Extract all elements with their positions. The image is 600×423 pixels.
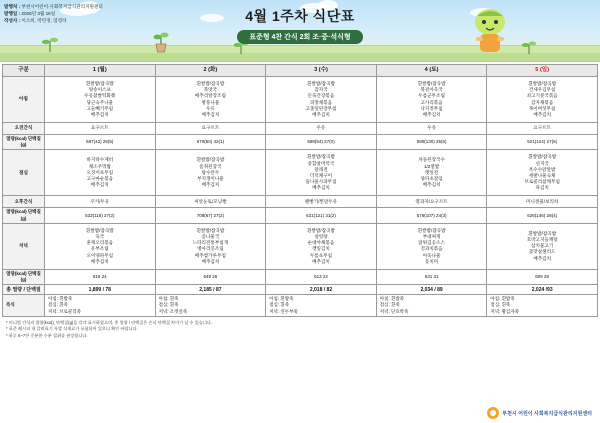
cell-line: 탕수만두 [201,169,220,175]
cell-line: 670(50) 32(1) [196,139,225,145]
cell-line: 아침: 흰밥죽 [269,296,294,302]
cell-r1-c2 [266,123,377,135]
cell-line: 우유 [427,125,437,131]
cell-r4-c0 [45,196,156,208]
cell-line: 북엇국 [203,87,218,93]
cell-r0-c2 [266,77,377,123]
cell-line: 더덕채구이 [309,172,333,178]
cell-line: 587(42) 25(5) [86,139,114,145]
cell-line: 고들빼기무침 [86,105,114,111]
row-label-4: 오후간식 [3,196,45,208]
cell-line: 흰쌀밥/잡곡밥 [85,80,114,86]
cell-r9-c0 [45,295,156,317]
cell-r6-c4 [487,223,598,269]
cell-line: 감자채볶음 [531,99,554,105]
page-subtitle: 표준형 4찬 간식 2회 조·중·석식형 [237,30,362,44]
footer-logo [487,407,592,419]
cell-line: 흰쌀밥/잡곡밥 [417,80,446,86]
cell-line: 메추리알장조림 [194,93,226,99]
cell-r0-c0 [45,77,156,123]
row-label-1: 오전간식 [3,123,45,135]
cell-line: 저녁: 단호박죽 [379,308,409,314]
cell-line: 아침: 흰밥죽 [48,296,73,302]
cell-line: 돈육간장볶음 [307,93,335,99]
cell-line: 오이양파무침 [86,252,114,258]
cell-line: 아욱나물 [422,252,441,258]
cell-line: 2,018 / 82 [309,286,333,293]
cell-r9-c3 [376,295,487,317]
center-logo-icon [487,407,499,419]
cell-line: 배추김치 [90,111,109,117]
cell-line: 흰쌀밥/잡곡밥 [196,80,225,86]
cell-line: 양파초절임 [420,176,443,181]
table-row [3,285,598,295]
cell-r7-c3 [376,269,487,284]
cell-line: 닭튀김옹소스 [418,240,445,246]
cell-line: 동치미 [424,258,439,264]
meta-label-1: 발행일 : [4,11,21,16]
cell-line: 호박고지들깨탕 [526,237,558,242]
cell-line: 아침: 흰밥죽 [490,296,515,302]
cell-line: 순대야채볶음 [307,240,335,246]
cell-line: 부지갱이나물 [197,176,224,181]
table-row [3,196,598,208]
cell-line: 2,185 / 87 [199,286,222,293]
footnotes [6,320,594,340]
cell-line: 흰쌀밥/잡곡밥 [196,157,225,163]
cell-line: 533(118) 27(2) [85,212,115,218]
cell-line: 배추쌈가루무침 [194,252,226,258]
cell-line: 씨앗눈토/모닝빵 [194,198,227,204]
menu-table [2,64,598,317]
cell-line: 649 26 [203,273,218,279]
row-label-late: 즉식 [3,295,45,317]
cell-line: 점심: 흰죽 [158,302,179,308]
cell-line: 훈제오리볶음 [86,240,114,246]
cell-r8-c2 [266,285,377,295]
cell-r3-c4 [487,150,598,196]
header-cell-day-3: 3 (수) [266,65,377,77]
cell-line: 당근숙주나물 [86,99,114,105]
cell-r6-c3 [376,223,487,269]
row-label-6: 저녁 [3,223,45,269]
row-label-kcal: 열량(kcal) 단백질(g) [3,135,45,150]
cell-line: 목이버섯무침 [528,105,556,111]
cell-line: 배추김치 [201,111,220,117]
cell-line: 파김치 [535,185,549,191]
cell-line: 요구르트 [201,125,220,131]
cell-line: 브로콜리참깨무침 [524,179,560,185]
table-row [3,295,598,317]
cell-line: 병아리콩조림 [197,246,224,252]
meta-value-0: 부천시어린이·사회복지급식관리지원센터 [21,4,103,9]
cell-line: 꽃맛살샐러드 [528,249,556,255]
table-row [3,123,598,135]
table-row [3,135,598,150]
cell-line: 중합살미역국 [307,160,335,166]
cell-line: 채소주먹밥 [88,163,111,169]
cell-line: 감자국 [314,87,328,93]
cell-line: 돌나물사과무침 [305,179,337,185]
cell-r4-c1 [155,196,266,208]
table-row [3,77,598,123]
cell-line: 선지국 [535,160,549,166]
cell-line: 아침: 흰밥죽 [379,296,405,302]
cell-r9-c2 [266,295,377,317]
cell-line: 양송이스프 [88,87,111,93]
cell-line: 콩나물국 [201,233,220,239]
cell-line: 부대찌개 [422,233,441,239]
cell-line: 옴취된장국 [199,163,222,169]
meta-value-2: 이소희, 박민경, 염영라 [21,18,67,23]
row-label-3: 점심 [3,150,45,196]
cell-r6-c2 [266,223,377,269]
cell-line: 우유 [205,105,215,111]
cell-line: 609 28 [535,273,550,279]
header-cell-gubun: 구분 [3,65,45,77]
table-row [3,208,598,223]
cell-line: 저녁: 황김자죽 [490,308,519,314]
cell-r2-c2 [266,135,377,150]
cell-line: 유부조림 [90,246,109,252]
cell-line: 저녁: 조갯살죽 [158,308,188,314]
cell-line: 590(130) 25(6) [416,139,447,145]
cell-line: 깻잎김치 [312,246,330,252]
row-label-0: 아침 [3,77,45,123]
cell-line: 고사리볶음 [420,99,443,105]
cell-line: 626(146) 28(4) [527,212,558,218]
cell-line: 북겉아욱국 [420,87,443,93]
cell-line: 세발나물숙채 [528,172,556,178]
cell-line: 618 24 [92,273,107,279]
cell-line: 우유 [316,125,326,131]
cell-r2-c0 [45,135,156,150]
table-body [3,77,598,317]
cell-r0-c4 [487,77,598,123]
footnote-0: * 미니별 간식의 열량(kcal), 단백질(g)을 각각 표시하였으며, 총 열량 / 단백질은 손식 단백질 차이가 날 수 있습니다. [6,319,213,325]
cell-line: 576(107) 24(3) [416,212,447,218]
cell-line: 배추김치 [422,111,441,117]
cell-line: 건새우김무침 [528,87,556,93]
table-header-row [3,65,598,77]
cell-r6-c1 [155,223,266,269]
cell-line: 아침: 흰죽 [158,296,179,302]
cell-line: 598(54) 27(0) [307,139,335,145]
cell-line: 미니샌물/보리차 [526,198,559,204]
footnote-2: * 하루 6~7잔 중분한 수분 섭취를 권장합니다. [6,332,88,338]
cell-line: 두릅군무조림 [418,93,445,99]
cell-line: 팬빵기/찐달두유 [304,198,338,204]
cell-r5-c3 [376,208,487,223]
cell-r0-c1 [155,77,266,123]
meta-value-1: 2026년 3월 16일 [21,11,56,16]
cell-line: 차돌된장국수 [418,157,445,163]
cell-r8-c4 [487,285,598,295]
cell-line: 고춧잎된장무침 [305,105,337,111]
cell-r8-c0 [45,285,156,295]
cell-line: 바지락수제비 [86,157,114,163]
header-cell-day-2: 2 (화) [155,65,266,77]
cell-line: 쇠고기뭇국볶음 [526,93,558,99]
cell-line: 흰쌀밥/잡곡밥 [528,230,557,236]
cell-line: 깻잎전 [424,169,439,175]
cell-line: 배추김치 [422,182,441,188]
cell-line: 설렁탕 [314,233,328,239]
cell-line: 흰쌀밥/잡곡밥 [307,80,335,86]
cell-line: 피망채볶음 [309,99,333,105]
cell-line: 우유찹쌀떡화菜 [84,93,116,99]
cell-r7-c2 [266,269,377,284]
cell-line: 배추김치 [201,258,220,264]
footer-org-name: 부천시 어린이 사회복지급식관리지원센터 [502,410,592,417]
cell-line: 1/2열밥 [423,163,440,169]
cell-line: 흰쌀밥/잡곡밥 [196,227,225,233]
cell-line: 613 22 [314,273,328,279]
cell-line: 배추김치 [312,185,330,191]
cell-r3-c3 [376,150,487,196]
cell-line: 흰쌀밥/잡곡밥 [528,80,557,86]
cell-line: 2,034 / 89 [420,286,443,293]
cell-line: 흰쌀밥/잡곡밥 [85,227,114,233]
cell-line: 저녁: 브로콜리죽 [48,308,81,314]
cell-r7-c1 [155,269,266,284]
row-label-kcal: 열량(kcal) 단백질(g) [3,269,45,284]
cell-line: 옥수수닭알밥 [528,166,556,172]
cell-r2-c3 [376,135,487,150]
cell-line: 배추김치 [201,182,220,188]
cell-r2-c1 [155,135,266,150]
table-row [3,269,598,284]
cell-r5-c0 [45,208,156,223]
cell-r4-c4 [487,196,598,208]
cell-line: 요구르트 [533,125,552,131]
cell-r4-c2 [266,196,377,208]
page-title: 4월 1주차 식단표 [245,8,355,24]
cell-r1-c1 [155,123,266,135]
cell-line: 저녁: 연두부죽 [269,308,298,314]
cell-r2-c4 [487,135,598,150]
table-row [3,150,598,196]
header-cell-day-5: 5 (일) [487,65,598,77]
cell-line: 흰쌀밥/잡곡밥 [528,154,557,160]
cell-line: 흰쌀밥/잡곡밥 [417,227,446,233]
cell-line: 배추김치 [312,111,330,117]
table-row [3,223,598,269]
cell-r5-c2 [266,208,377,223]
cell-r6-c0 [45,223,156,269]
cell-r9-c4 [487,295,598,317]
cell-line: 두릅초무침 [309,252,333,258]
cell-line: 삼치물고기 [531,243,554,249]
cell-line: 배추김치 [90,182,109,188]
cell-line: 흰쌀밥/잡곡밥 [307,227,335,233]
cell-line: 견과치볶음 [420,246,443,252]
cell-line: 고구마순볶음 [86,176,114,181]
meta-label-0: 발행처 : [4,4,21,9]
cell-r4-c3 [376,196,487,208]
header-banner [0,0,600,62]
row-label-total: 총 열량 / 단백질 [3,285,45,295]
meta-label-2: 작성자 : [4,18,21,23]
cell-line: 점심: 흰죽 [490,302,511,308]
cell-line: 배추김치 [90,258,109,264]
cell-r0-c3 [376,77,487,123]
footnote-1: * 표준 레시피 내 알려표기 자발 식재료가 포함되어 있으니 확인 바랍니다. [6,326,138,332]
cell-line: 2,024 /93 [531,286,553,293]
cell-r5-c1 [155,208,266,223]
cell-r9-c1 [155,295,266,317]
cell-line: 631(121) 31(2) [306,212,336,218]
cell-line: 708(67) 27(2) [196,212,225,218]
header-cell-day-1: 1 (월) [45,65,156,77]
cell-line: 낙지젓무침 [420,105,443,111]
cell-r7-c4 [487,269,598,284]
cell-line: 631 31 [424,273,439,279]
cell-line: 요구르트 [90,125,109,131]
cell-line: 배추김치 [312,258,330,264]
cell-line: 육국 [95,233,105,239]
cell-line: 점심: 흰죽 [269,302,290,308]
header-cell-day-4: 4 (토) [376,65,487,77]
cell-line: 배추김치 [533,111,552,117]
cell-line: 점심: 흰죽 [379,302,400,308]
cell-line: 521(124) 27(6) [527,139,558,145]
cell-r3-c2 [266,150,377,196]
cell-r1-c0 [45,123,156,135]
cell-line: 흰쌀밥/잡곡밥 [307,154,335,160]
cell-r8-c3 [376,285,487,295]
row-label-kcal: 열량(kcal) 단백질(g) [3,208,45,223]
cell-r3-c1 [155,150,266,196]
cell-r7-c0 [45,269,156,284]
cell-line: 쿠키/두유 [90,198,110,204]
publication-meta [4,3,103,24]
cell-r5-c4 [487,208,598,223]
cell-r1-c3 [376,123,487,135]
cell-line: 오징어초무침 [86,169,114,175]
cell-r3-c0 [45,150,156,196]
cell-line: 느타리전통부침개 [192,240,229,246]
cell-line: 열과자/요구르트 [415,198,448,204]
cell-line: 1,899 / 78 [88,286,111,293]
cell-line: 방풍나물 [201,99,220,105]
cell-r8-c1 [155,285,266,295]
cell-line: 달래전 [314,166,328,172]
cell-line: 배추김치 [533,255,552,261]
cell-r1-c4 [487,123,598,135]
cell-line: 점심: 흰죽 [48,302,68,308]
